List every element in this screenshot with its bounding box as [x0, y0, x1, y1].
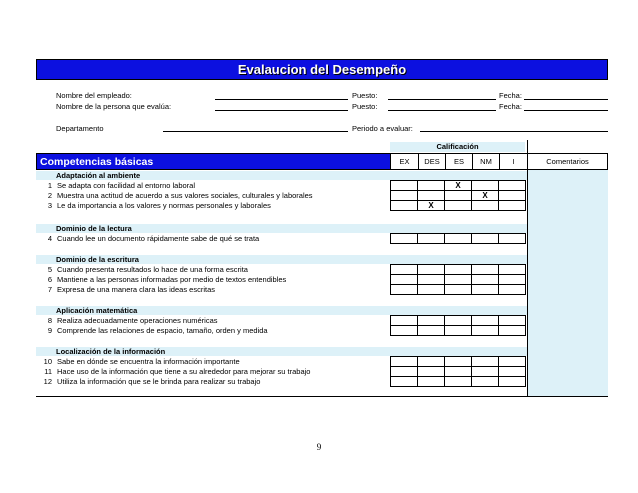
item-text: Le da importancia a los valores y normas personales y laborales — [57, 201, 271, 210]
section-title: Localización de la información — [56, 347, 166, 356]
section-header — [36, 171, 527, 180]
rating-cell-ex[interactable] — [390, 233, 418, 244]
date-label-1: Fecha: — [499, 91, 522, 100]
rating-cell-i[interactable] — [498, 325, 526, 336]
rating-cell-es[interactable] — [444, 376, 472, 387]
item-text: Realiza adecuadamente operaciones numéricas — [57, 316, 218, 325]
position-label-2: Puesto: — [352, 102, 378, 111]
rating-cell-ex[interactable] — [390, 284, 418, 295]
item-number: 11 — [44, 367, 52, 376]
date-field-1[interactable] — [524, 99, 608, 100]
col-ex: EX — [390, 154, 418, 169]
evaluator-name-label: Nombre de la persona que evalúa: — [56, 102, 172, 111]
position-label-1: Puesto: — [352, 91, 378, 100]
department-field[interactable] — [163, 131, 348, 132]
section-title: Dominio de la lectura — [56, 224, 132, 233]
item-number: 3 — [47, 201, 52, 210]
col-comments: Comentarios — [527, 154, 607, 169]
rating-cell-es[interactable] — [444, 200, 472, 211]
rating-mark[interactable]: X — [417, 200, 445, 211]
item-text: Cuando lee un documento rápidamente sabe de qué se trata — [57, 234, 260, 243]
col-nm: NM — [472, 154, 499, 169]
department-label: Departamento — [56, 124, 104, 133]
table-bottom-border — [36, 396, 608, 397]
item-text: Cuando presenta resultados lo hace de una forma escrita — [57, 265, 248, 274]
competencias-title: Competencias básicas — [40, 156, 154, 168]
section-title: Aplicación matemática — [56, 306, 138, 315]
rating-cell-ex[interactable] — [390, 376, 418, 387]
item-number: 2 — [47, 191, 52, 200]
evaluator-name-field[interactable] — [215, 110, 348, 111]
position-field-2[interactable] — [388, 110, 496, 111]
section-header — [36, 306, 527, 315]
calificacion-header: Calificación — [390, 142, 525, 152]
form-title: Evalaucion del Desempeño — [36, 59, 608, 80]
employee-name-field[interactable] — [215, 99, 348, 100]
rating-cell-ex[interactable] — [390, 200, 418, 211]
section-header — [36, 224, 527, 233]
item-number: 12 — [43, 377, 52, 386]
item-text: Comprende las relaciones de espacio, tamaño, orden y medida — [57, 326, 268, 335]
rating-cell-des[interactable] — [417, 325, 445, 336]
rating-cell-des[interactable] — [417, 376, 445, 387]
rating-cell-nm[interactable] — [471, 376, 499, 387]
item-number: 10 — [43, 357, 52, 366]
item-number: 8 — [47, 316, 52, 325]
item-number: 4 — [47, 234, 52, 243]
rating-cell-nm[interactable] — [471, 284, 499, 295]
page-number: 9 — [316, 442, 322, 452]
comments-divider — [527, 140, 528, 396]
item-number: 9 — [47, 326, 52, 335]
rating-cell-i[interactable] — [498, 200, 526, 211]
item-text: Mantiene a las personas informadas por medio de textos entendibles — [57, 275, 287, 284]
rating-cell-ex[interactable] — [390, 325, 418, 336]
period-label: Periodo a evaluar: — [352, 124, 413, 133]
period-field[interactable] — [420, 131, 608, 132]
rating-mark[interactable]: X — [444, 180, 472, 191]
col-des: DES — [418, 154, 445, 169]
item-number: 5 — [47, 265, 52, 274]
item-text: Se adapta con facilidad al entorno laboral — [57, 181, 196, 190]
col-i: I — [499, 154, 527, 169]
item-number: 7 — [47, 285, 52, 294]
section-header — [36, 255, 527, 264]
comments-column[interactable] — [527, 170, 608, 396]
item-number: 6 — [47, 275, 52, 284]
item-text: Hace uso de la información que tiene a su alrededor para mejorar su trabajo — [57, 367, 311, 376]
item-text: Expresa de una manera clara las ideas escritas — [57, 285, 215, 294]
rating-cell-i[interactable] — [498, 233, 526, 244]
col-es: ES — [445, 154, 472, 169]
rating-cell-i[interactable] — [498, 376, 526, 387]
rating-cell-es[interactable] — [444, 233, 472, 244]
date-label-2: Fecha: — [499, 102, 522, 111]
competencias-header — [36, 153, 608, 170]
rating-cell-es[interactable] — [444, 284, 472, 295]
position-field-1[interactable] — [388, 99, 496, 100]
rating-mark[interactable]: X — [471, 190, 499, 201]
item-text: Muestra una actitud de acuerdo a sus valores sociales, culturales y laborales — [57, 191, 313, 200]
item-text: Utiliza la información que se le brinda para realizar su trabajo — [57, 377, 261, 386]
item-text: Sabe en dónde se encuentra la información importante — [57, 357, 240, 366]
section-title: Dominio de la escritura — [56, 255, 139, 264]
rating-cell-nm[interactable] — [471, 233, 499, 244]
section-header — [36, 347, 527, 356]
rating-cell-des[interactable] — [417, 284, 445, 295]
rating-cell-des[interactable] — [417, 233, 445, 244]
section-title: Adaptación al ambiente — [56, 171, 141, 180]
rating-cell-es[interactable] — [444, 325, 472, 336]
employee-name-label: Nombre del empleado: — [56, 91, 132, 100]
date-field-2[interactable] — [524, 110, 608, 111]
item-number: 1 — [47, 181, 52, 190]
rating-cell-i[interactable] — [498, 284, 526, 295]
rating-cell-nm[interactable] — [471, 200, 499, 211]
rating-cell-nm[interactable] — [471, 325, 499, 336]
